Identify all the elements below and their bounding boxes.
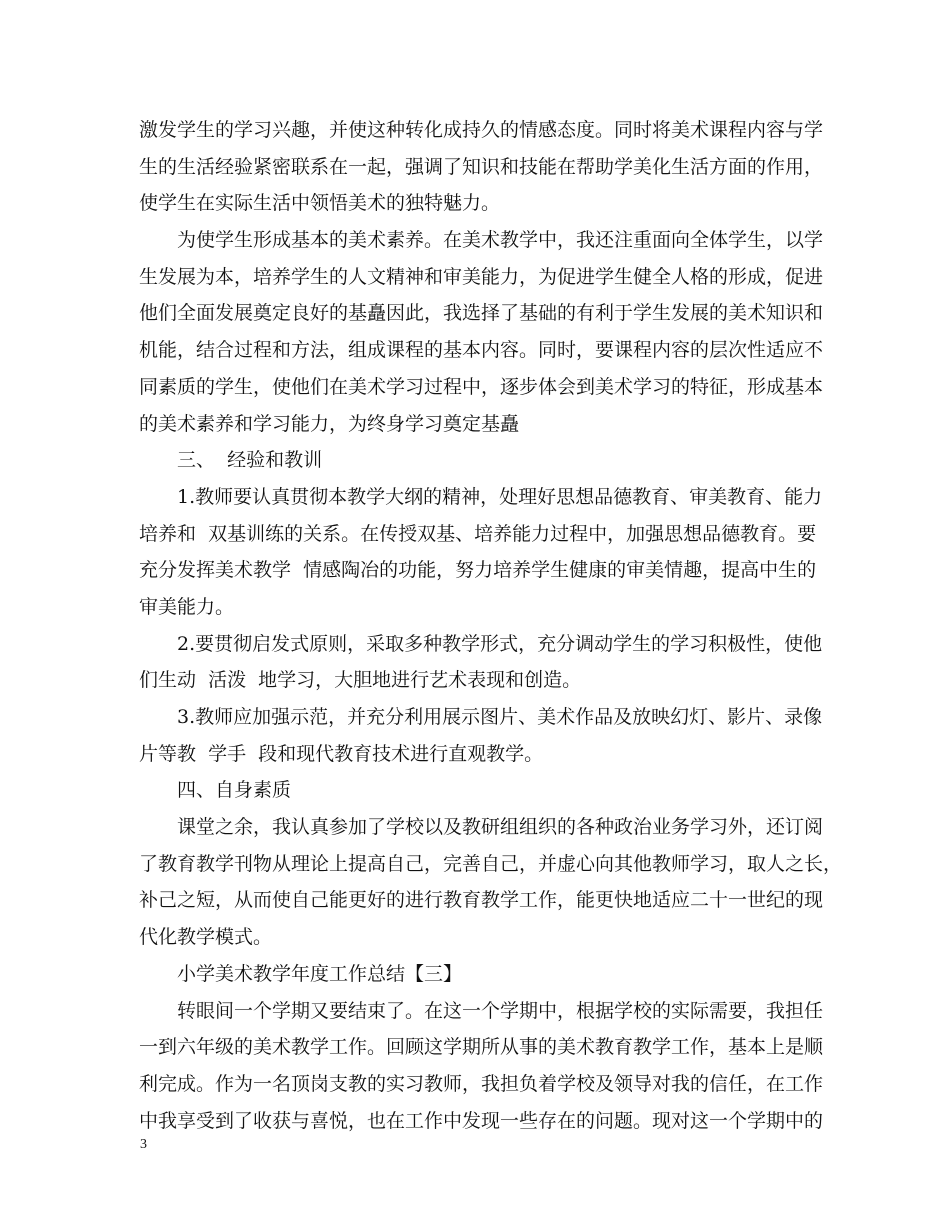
text-line: 培养和 双基训练的关系。在传授双基、培养能力过程中，加强思想品德教育。要 — [139, 522, 817, 545]
text-line: 为使学生形成基本的美术素养。在美术教学中，我还注重面向全体学生，以学 — [177, 229, 824, 252]
text-line: 1.教师要认真贯彻本教学大纲的精神，处理好思想品德教育、审美教育、能力 — [177, 485, 823, 508]
text-line: 同素质的学生，使他们在美术学习过程中，逐步体会到美术学习的特征，形成基本 — [139, 375, 824, 398]
text-line: 激发学生的学习兴趣，并使这种转化成持久的情感态度。同时将美术课程内容与学 — [139, 119, 824, 141]
text-line: 使学生在实际生活中领悟美术的独特魅力。 — [139, 192, 501, 215]
text-line: 审美能力。 — [139, 595, 235, 618]
text-line: 四、自身素质 — [177, 779, 292, 802]
text-line: 生的生活经验紧密联系在一起，强调了知识和技能在帮助学美化生活方面的作用， — [139, 155, 824, 178]
text-line: 转眼间一个学期又要结束了。在这一个学期中，根据学校的实际需要，我担任 — [177, 999, 824, 1022]
text-line: 小学美术教学年度工作总结【三】 — [177, 962, 463, 985]
body-text — [139, 112, 843, 1139]
text-line: 一到六年级的美术教学工作。回顾这学期所从事的美术教育教学工作，基本上是顺 — [139, 1036, 824, 1059]
text-line: 机能，结合过程和方法，组成课程的基本内容。同时，要课程内容的层次性适应不 — [139, 339, 824, 362]
text-line: 三、 经验和教训 — [177, 449, 323, 472]
text-line: 补己之短，从而使自己能更好的进行教育教学工作，能更快地适应二十一世纪的现 — [139, 889, 824, 912]
text-line: 片等教 学手 段和现代教育技术进行直观教学。 — [139, 742, 544, 765]
text-line: 了教育教学刊物从理论上提高自己，完善自己，并虚心向其他教师学习，取人之长， — [139, 852, 843, 875]
text-line: 们生动 活泼 地学习，大胆地进行艺术表现和创造。 — [139, 669, 582, 692]
text-line: 充分发挥美术教学 情感陶冶的功能，努力培养学生健康的审美情趣，提高中生的 — [139, 559, 817, 582]
text-line: 3.教师应加强示范，并充分利用展示图片、美术作品及放映幻灯、影片、录像 — [177, 706, 823, 728]
page-number: 3 — [140, 1137, 147, 1152]
text-line: 2.要贯彻启发式原则，采取多种教学形式，充分调动学生的学习积极性，使他 — [177, 632, 823, 655]
text-line: 他们全面发展奠定良好的基矗因此，我选择了基础的有利于学生发展的美术知识和 — [139, 302, 824, 325]
text-line: 中我享受到了收获与喜悦，也在工作中发现一些存在的问题。现对这一个学期中的 — [139, 1109, 824, 1132]
text-line: 利完成。作为一名顶岗支教的实习教师，我担负着学校及领导对我的信任，在工作 — [139, 1072, 824, 1095]
text-line: 课堂之余，我认真参加了学校以及教研组组织的各种政治业务学习外，还订阅 — [177, 816, 824, 839]
text-line: 的美术素养和学习能力，为终身学习奠定基矗 — [139, 412, 520, 435]
text-line: 生发展为本，培养学生的人文精神和审美能力，为促进学生健全人格的形成，促进 — [139, 265, 824, 288]
text-line: 代化教学模式。 — [139, 926, 273, 949]
